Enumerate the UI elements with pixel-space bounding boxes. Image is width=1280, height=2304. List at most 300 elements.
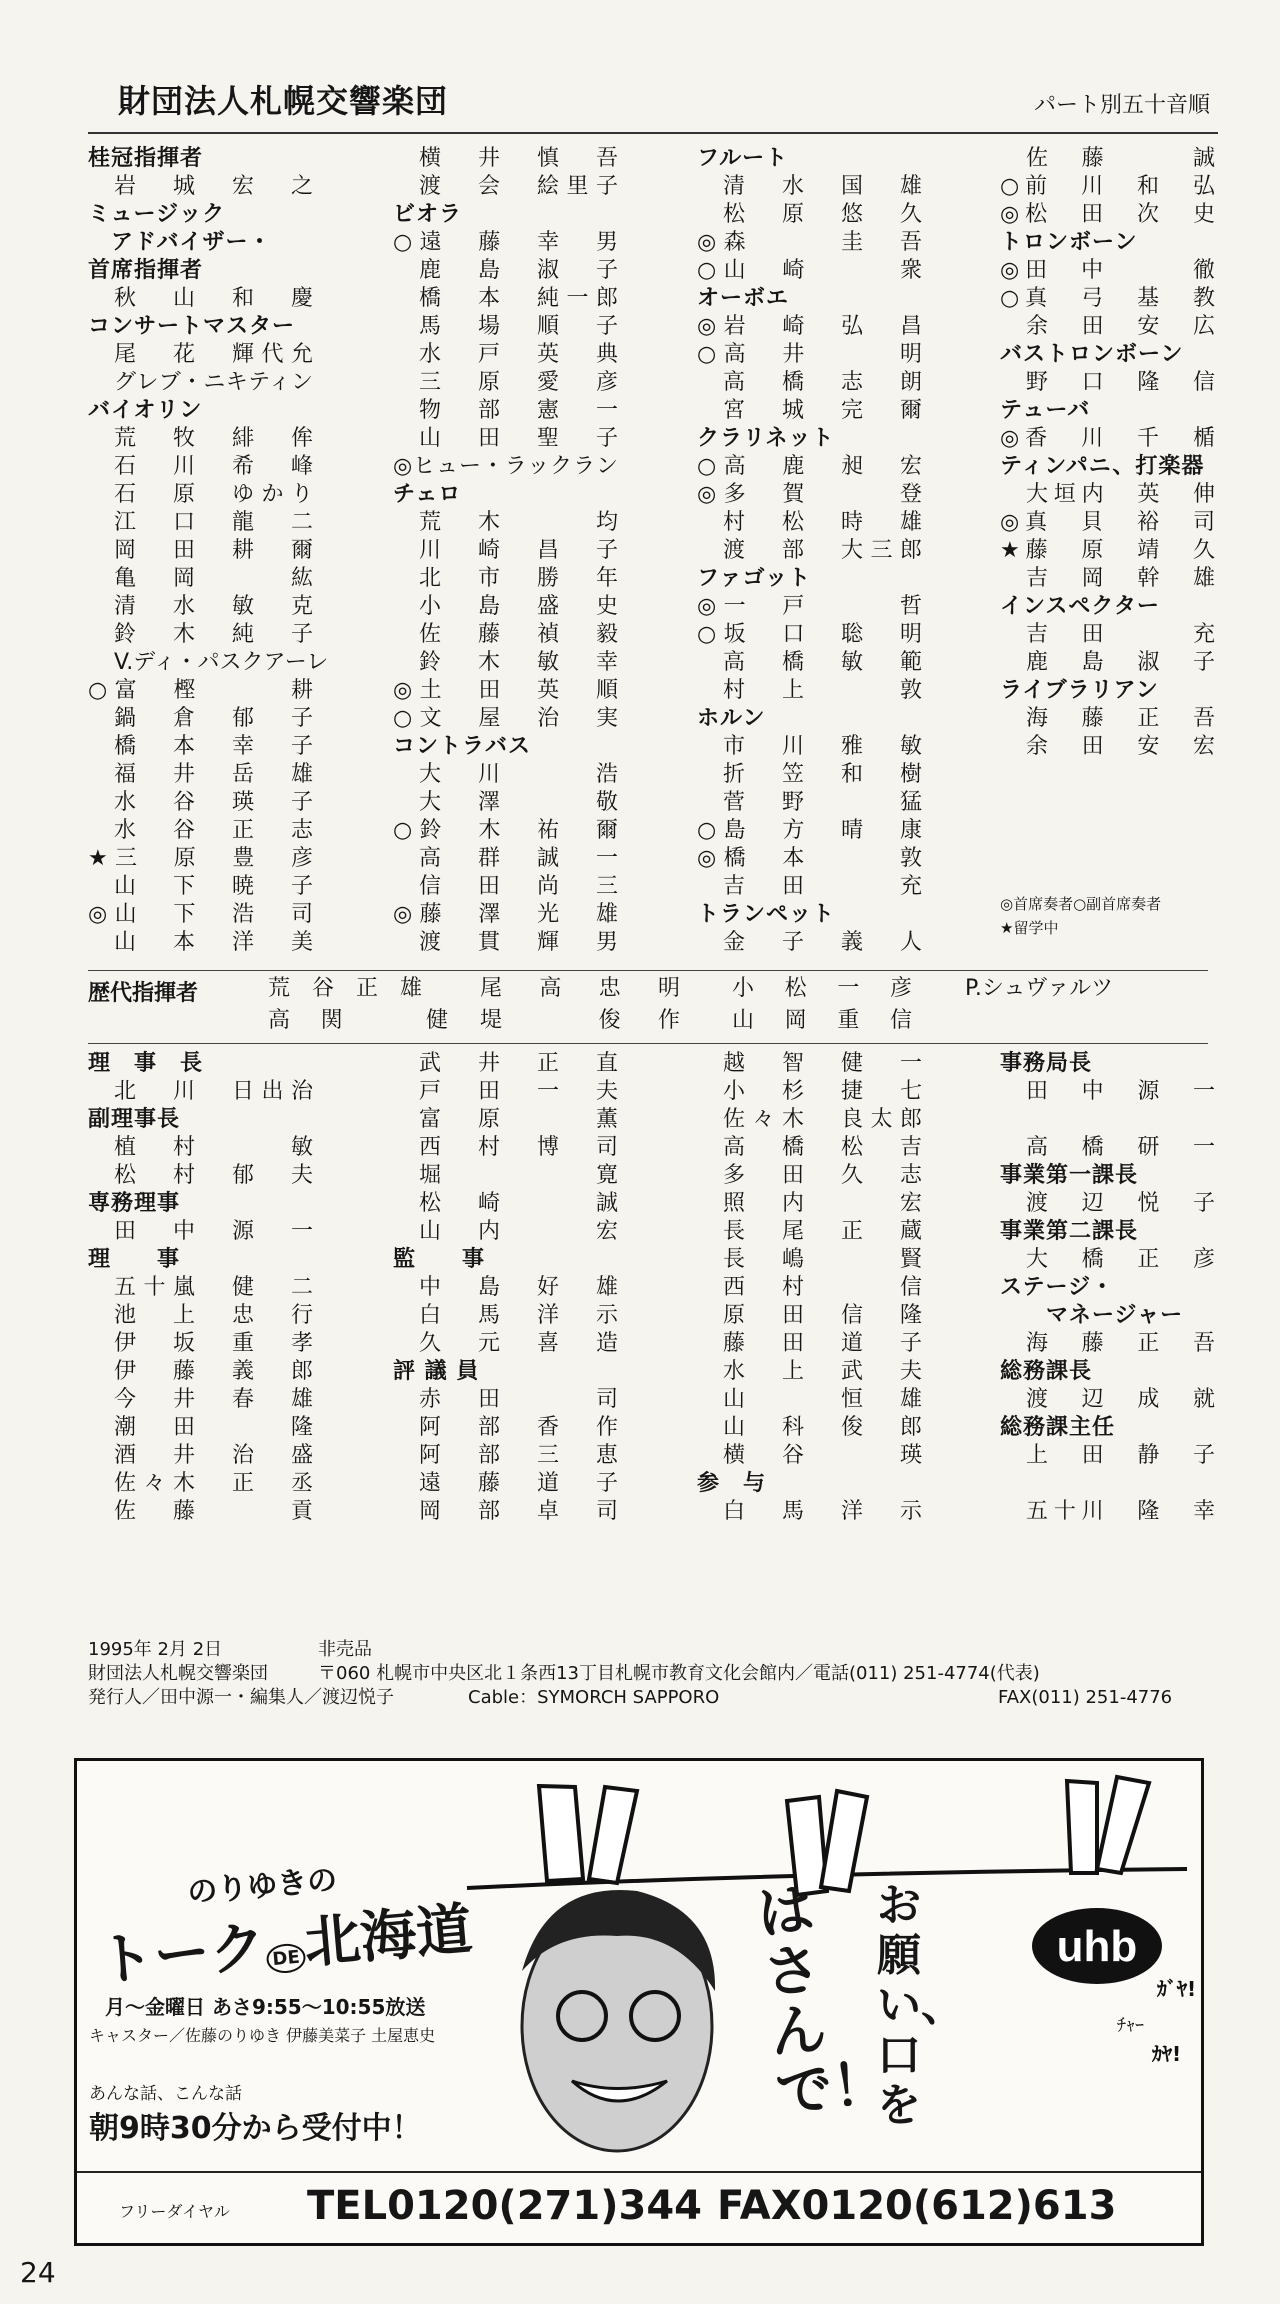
role-marker: ◎ bbox=[697, 482, 724, 507]
section-heading: 参 与 bbox=[697, 1471, 767, 1496]
role-marker: ◎ bbox=[393, 678, 420, 703]
role-marker: ◎ bbox=[1000, 426, 1026, 451]
member-name bbox=[1000, 621, 1215, 649]
legend-principal: ◎首席奏者○副首席奏者 bbox=[1000, 895, 1162, 913]
member-name bbox=[697, 369, 922, 397]
bird-sound: ｶﾔ! bbox=[1152, 2042, 1182, 2066]
name-text: 島 方 晴 康 bbox=[723, 818, 922, 843]
name-text: 白 馬 洋 示 bbox=[419, 1303, 618, 1328]
name-text: 原 田 信 隆 bbox=[723, 1303, 922, 1328]
member-name bbox=[393, 1134, 618, 1162]
name-text: 高 橋 松 吉 bbox=[723, 1135, 922, 1160]
member-name bbox=[697, 1190, 922, 1218]
legend-abroad: ★留学中 bbox=[1000, 919, 1059, 937]
member-name bbox=[393, 1274, 618, 1302]
member-name bbox=[88, 621, 313, 649]
name-text: 山 崎 衆 bbox=[723, 258, 922, 283]
member-name bbox=[393, 789, 618, 817]
name-text: 松 原 悠 久 bbox=[723, 202, 922, 227]
name-text: 山 下 暁 子 bbox=[114, 874, 313, 899]
member-name bbox=[88, 453, 313, 481]
name-text: 坂 口 聡 明 bbox=[723, 622, 922, 647]
role-marker: ◎ bbox=[1000, 510, 1026, 535]
member-name bbox=[393, 761, 618, 789]
member-name bbox=[88, 1274, 313, 1302]
name-text: 佐 藤 貢 bbox=[114, 1499, 313, 1524]
member-name bbox=[697, 1218, 922, 1246]
section-heading: ティンパニ、打楽器 bbox=[1000, 454, 1205, 479]
name-text: 海 藤 正 吾 bbox=[1026, 1331, 1215, 1356]
name-text: 北 川 日出治 bbox=[114, 1079, 313, 1104]
member-name bbox=[697, 341, 922, 369]
member-name bbox=[697, 201, 922, 229]
page-number: 24 bbox=[20, 2256, 56, 2289]
section-heading: 事務局長 bbox=[1000, 1051, 1093, 1076]
name-text: ヒュー・ラックラン bbox=[413, 454, 619, 479]
name-text: 藤 澤 光 雄 bbox=[419, 902, 618, 927]
fax-number: FAX0120(612)613 bbox=[717, 2183, 1117, 2229]
member-name bbox=[88, 677, 313, 705]
name-text: 真 弓 基 教 bbox=[1025, 286, 1215, 311]
member-name bbox=[88, 761, 313, 789]
member-name bbox=[697, 761, 922, 789]
divider bbox=[88, 1043, 1208, 1044]
member-name bbox=[393, 1470, 618, 1498]
name-text: 高 群 誠 一 bbox=[419, 846, 618, 871]
member-name bbox=[1000, 201, 1215, 229]
member-name bbox=[1000, 425, 1215, 453]
role-marker: ○ bbox=[697, 258, 724, 283]
member-name bbox=[393, 817, 618, 845]
name-text: 山 下 浩 司 bbox=[114, 902, 313, 927]
section-heading: 理 事 bbox=[88, 1247, 181, 1272]
name-text: グレブ・ニキティン bbox=[114, 370, 313, 395]
member-name bbox=[1000, 649, 1215, 677]
member-name bbox=[88, 1218, 313, 1246]
name-text: 村 上 敦 bbox=[723, 678, 922, 703]
section-heading: トランペット bbox=[697, 902, 836, 927]
member-name bbox=[1000, 1190, 1215, 1218]
section-heading: 監 事 bbox=[393, 1247, 486, 1272]
name-text: 余 田 安 広 bbox=[1026, 314, 1215, 339]
member-name bbox=[88, 509, 313, 537]
member-name bbox=[1000, 313, 1215, 341]
member-name bbox=[88, 789, 313, 817]
name-text: 横 井 慎 吾 bbox=[419, 146, 618, 171]
member-name bbox=[88, 901, 313, 929]
member-name bbox=[88, 341, 313, 369]
member-name bbox=[88, 1302, 313, 1330]
name-text: 余 田 安 宏 bbox=[1026, 734, 1215, 759]
show-title-talk: トーク bbox=[95, 1914, 269, 1995]
section-heading: 理 事 長 bbox=[88, 1051, 204, 1076]
member-name bbox=[393, 565, 618, 593]
member-name bbox=[697, 677, 922, 705]
member-name bbox=[1000, 733, 1215, 761]
section-heading: アドバイザー・ bbox=[88, 230, 272, 255]
member-name bbox=[88, 1330, 313, 1358]
name-text: 山 恒 雄 bbox=[723, 1387, 922, 1412]
name-text: 橋 本 幸 子 bbox=[114, 734, 313, 759]
publisher-org: 財団法人札幌交響楽団 bbox=[88, 1663, 268, 1684]
name-text: 武 井 正 直 bbox=[419, 1051, 618, 1076]
name-text: 文 屋 治 実 bbox=[419, 706, 618, 731]
member-name bbox=[88, 1078, 313, 1106]
name-text: 佐々木 正 丞 bbox=[114, 1471, 313, 1496]
name-text: 大垣内 英 伸 bbox=[1026, 482, 1215, 507]
name-text: 酒 井 治 盛 bbox=[114, 1443, 313, 1468]
member-name bbox=[393, 1442, 618, 1470]
name-text: 富 原 薫 bbox=[419, 1107, 618, 1132]
name-text: 鈴 木 純 子 bbox=[114, 622, 313, 647]
member-name bbox=[393, 453, 618, 481]
name-text: 堀 寛 bbox=[419, 1163, 618, 1188]
member-name bbox=[1000, 1246, 1215, 1274]
member-name bbox=[393, 649, 618, 677]
name-text: 一 戸 哲 bbox=[723, 594, 922, 619]
section-heading: インスペクター bbox=[1000, 594, 1160, 619]
name-text: 松 田 次 史 bbox=[1025, 202, 1215, 227]
member-name bbox=[697, 1274, 922, 1302]
section-heading: 副理事長 bbox=[88, 1107, 181, 1132]
name-text: 阿 部 三 恵 bbox=[419, 1443, 618, 1468]
section-heading: 桂冠指揮者 bbox=[88, 146, 204, 171]
member-name bbox=[697, 1050, 922, 1078]
member-name bbox=[393, 341, 618, 369]
section-heading: バストロンボーン bbox=[1000, 342, 1184, 367]
name-text: 佐々木 良太郎 bbox=[723, 1107, 922, 1132]
member-name bbox=[697, 733, 922, 761]
role-marker: ○ bbox=[393, 706, 420, 731]
member-name bbox=[697, 257, 922, 285]
name-text: 大 橋 正 彦 bbox=[1026, 1247, 1215, 1272]
member-name bbox=[88, 1442, 313, 1470]
name-text: 高 橋 敏 範 bbox=[723, 650, 922, 675]
name-text: 西 村 博 司 bbox=[419, 1135, 618, 1160]
board-column-1 bbox=[88, 1050, 313, 1526]
phone-number: TEL0120(271)344 bbox=[307, 2183, 702, 2229]
name-text: 市 川 雅 敏 bbox=[723, 734, 922, 759]
member-name bbox=[393, 285, 618, 313]
name-text: 吉 岡 幹 雄 bbox=[1026, 566, 1215, 591]
uhb-logo bbox=[1032, 1908, 1162, 1984]
name-text: 清 水 敏 克 bbox=[114, 594, 313, 619]
show-title-small: のりゆきの bbox=[186, 1862, 339, 1911]
name-text: 池 上 忠 行 bbox=[114, 1303, 313, 1328]
name-text: 越 智 健 一 bbox=[723, 1051, 922, 1076]
name-text: 中 島 好 雄 bbox=[419, 1275, 618, 1300]
name-text: 赤 田 司 bbox=[419, 1387, 618, 1412]
member-name bbox=[697, 789, 922, 817]
section-heading: 評 議 員 bbox=[393, 1359, 480, 1384]
name-text: 渡 会 絵里子 bbox=[419, 174, 618, 199]
ad-tagline-sub: お願い、口を bbox=[877, 1880, 965, 2131]
name-text: 福 井 岳 雄 bbox=[114, 762, 313, 787]
member-name bbox=[393, 1498, 618, 1526]
name-text: 野 口 隆 信 bbox=[1026, 370, 1215, 395]
member-name bbox=[697, 593, 922, 621]
member-name bbox=[1000, 285, 1215, 313]
role-marker: ○ bbox=[393, 818, 420, 843]
role-marker: ◎ bbox=[88, 902, 115, 927]
name-text: 秋 山 和 慶 bbox=[114, 286, 313, 311]
name-text: 鹿 島 淑 子 bbox=[1026, 650, 1215, 675]
section-heading: コントラバス bbox=[393, 734, 532, 759]
member-name bbox=[393, 313, 618, 341]
member-name bbox=[697, 1106, 922, 1134]
roster-column-3 bbox=[697, 145, 922, 957]
name-text: 石 原 ゆかり bbox=[114, 482, 313, 507]
ad-tagline-main: はさんで！ bbox=[754, 1877, 892, 2127]
role-marker: ○ bbox=[697, 454, 724, 479]
member-name bbox=[88, 817, 313, 845]
member-name bbox=[697, 173, 922, 201]
name-text: 川 崎 昌 子 bbox=[419, 538, 618, 563]
member-name bbox=[393, 1330, 618, 1358]
member-name bbox=[1000, 257, 1215, 285]
member-name bbox=[88, 929, 313, 957]
section-heading: 専務理事 bbox=[88, 1191, 181, 1216]
member-name bbox=[88, 481, 313, 509]
name-text: 岡 田 耕 爾 bbox=[114, 538, 313, 563]
member-name bbox=[697, 1442, 922, 1470]
member-name bbox=[1000, 1078, 1215, 1106]
role-marker: ◎ bbox=[393, 902, 420, 927]
name-text: 吉 田 充 bbox=[1026, 622, 1215, 647]
member-name bbox=[697, 1386, 922, 1414]
section-heading: トロンボーン bbox=[1000, 230, 1138, 255]
section-heading: クラリネット bbox=[697, 426, 835, 451]
section-heading: 総務課長 bbox=[1000, 1359, 1093, 1384]
past-conductor: P.シュヴァルツ bbox=[965, 976, 1114, 1001]
name-text: 水 谷 正 志 bbox=[114, 818, 313, 843]
publisher: 発行人／田中源一・編集人／渡辺悦子 bbox=[88, 1687, 394, 1708]
board-column-3 bbox=[697, 1050, 922, 1526]
page-title: 財団法人札幌交響楽団 bbox=[118, 82, 449, 120]
name-text: 上 田 静 子 bbox=[1026, 1443, 1215, 1468]
name-text: 山 内 宏 bbox=[419, 1219, 618, 1244]
name-text: 折 笠 和 樹 bbox=[723, 762, 922, 787]
name-text: 橋 本 敦 bbox=[723, 846, 922, 871]
member-name bbox=[393, 621, 618, 649]
name-text: 三 原 愛 彦 bbox=[419, 370, 618, 395]
member-name bbox=[697, 313, 922, 341]
name-text: 江 口 龍 二 bbox=[114, 510, 313, 535]
name-text: 佐 藤 誠 bbox=[1026, 146, 1215, 171]
name-text: 物 部 憲 一 bbox=[419, 398, 618, 423]
member-name bbox=[697, 229, 922, 257]
section-heading: ビオラ bbox=[393, 202, 463, 227]
name-text: 西 村 信 bbox=[723, 1275, 922, 1300]
member-name bbox=[88, 537, 313, 565]
member-name bbox=[697, 1330, 922, 1358]
role-marker: ◎ bbox=[393, 454, 414, 479]
header bbox=[88, 74, 1218, 134]
name-text: 水 谷 瑛 子 bbox=[114, 790, 313, 815]
roster-column-4 bbox=[1000, 145, 1215, 761]
name-text: V.ディ・パスクアーレ bbox=[114, 650, 329, 675]
member-name bbox=[1000, 1134, 1215, 1162]
name-text: 田 中 源 一 bbox=[1026, 1079, 1215, 1104]
member-name bbox=[697, 1134, 922, 1162]
member-name bbox=[393, 593, 618, 621]
name-text: 渡 貫 輝 男 bbox=[419, 930, 618, 955]
broadcast-schedule: 月～金曜日 あさ9:55～10:55放送 bbox=[105, 1995, 426, 2019]
name-text: 吉 田 充 bbox=[723, 874, 922, 899]
role-marker: ★ bbox=[1000, 538, 1026, 563]
member-name bbox=[697, 1358, 922, 1386]
member-name bbox=[697, 929, 922, 957]
name-text: 長 嶋 賢 bbox=[723, 1247, 922, 1272]
name-text: 白 馬 洋 示 bbox=[723, 1499, 922, 1524]
member-name bbox=[1000, 369, 1215, 397]
member-name bbox=[88, 369, 313, 397]
name-text: 植 村 敏 bbox=[114, 1135, 313, 1160]
name-text: 荒 牧 緋 侔 bbox=[114, 426, 313, 451]
page-subtitle: パート別五十音順 bbox=[1033, 93, 1210, 118]
role-marker: ○ bbox=[1000, 286, 1026, 311]
name-text: 五十川 隆 幸 bbox=[1026, 1499, 1215, 1524]
member-name bbox=[697, 481, 922, 509]
member-name bbox=[88, 1498, 313, 1526]
member-name bbox=[88, 425, 313, 453]
past-conductor: 高 関 健 bbox=[268, 1008, 448, 1033]
member-name bbox=[393, 537, 618, 565]
member-name bbox=[1000, 1330, 1215, 1358]
reception-time: 朝9時30分から受付中！ bbox=[89, 2111, 422, 2146]
member-name bbox=[1000, 537, 1215, 565]
member-name bbox=[393, 1302, 618, 1330]
name-text: 橋 本 純一郎 bbox=[419, 286, 618, 311]
name-text: 菅 野 猛 bbox=[723, 790, 922, 815]
member-name bbox=[393, 425, 618, 453]
name-text: 高 鹿 昶 宏 bbox=[723, 454, 922, 479]
section-heading: テューバ bbox=[1000, 398, 1091, 423]
past-conductor: 堤 俊 作 bbox=[480, 1008, 680, 1033]
name-text: 村 松 時 雄 bbox=[723, 510, 922, 535]
section-heading: ライブラリアン bbox=[1000, 678, 1159, 703]
name-text: 戸 田 一 夫 bbox=[419, 1079, 618, 1104]
section-heading: フルート bbox=[697, 146, 789, 171]
member-name bbox=[88, 845, 313, 873]
name-text: 多 賀 登 bbox=[723, 482, 922, 507]
member-name bbox=[393, 1162, 618, 1190]
member-name bbox=[393, 677, 618, 705]
member-name bbox=[393, 1218, 618, 1246]
name-text: 田 中 源 一 bbox=[114, 1219, 313, 1244]
name-text: 潮 田 隆 bbox=[114, 1415, 313, 1440]
name-text: 山 科 俊 郎 bbox=[723, 1415, 922, 1440]
name-text: 長 尾 正 蔵 bbox=[723, 1219, 922, 1244]
role-marker: ◎ bbox=[697, 230, 724, 255]
member-name bbox=[393, 1386, 618, 1414]
name-text: 伊 藤 義 郎 bbox=[114, 1359, 313, 1384]
name-text: 松 村 郁 夫 bbox=[114, 1163, 313, 1188]
member-name bbox=[393, 257, 618, 285]
member-name bbox=[88, 1414, 313, 1442]
not-for-sale: 非売品 bbox=[318, 1639, 372, 1660]
name-text: 高 井 明 bbox=[723, 342, 922, 367]
name-text: 尾 花 輝代允 bbox=[114, 342, 313, 367]
name-text: 阿 部 香 作 bbox=[419, 1415, 618, 1440]
section-heading: ミュージック bbox=[88, 202, 226, 227]
roster-column-2 bbox=[393, 145, 618, 957]
name-text: 多 田 久 志 bbox=[723, 1163, 922, 1188]
member-name bbox=[88, 1134, 313, 1162]
name-text: 渡 辺 悦 子 bbox=[1026, 1191, 1215, 1216]
member-name bbox=[88, 593, 313, 621]
member-name bbox=[697, 621, 922, 649]
name-text: 鈴 木 敏 幸 bbox=[419, 650, 618, 675]
name-text: 岡 部 卓 司 bbox=[419, 1499, 618, 1524]
member-name bbox=[697, 1246, 922, 1274]
section-heading: ステージ・ bbox=[1000, 1275, 1115, 1300]
member-name bbox=[393, 229, 618, 257]
member-name bbox=[88, 1470, 313, 1498]
member-name bbox=[88, 285, 313, 313]
member-name bbox=[393, 397, 618, 425]
member-name bbox=[1000, 173, 1215, 201]
member-name bbox=[88, 873, 313, 901]
member-name bbox=[393, 1050, 618, 1078]
issue-date: 1995年 2月 2日 bbox=[88, 1639, 223, 1660]
freedial-label: フリーダイヤル bbox=[119, 2202, 230, 2221]
name-text: 水 戸 英 典 bbox=[419, 342, 618, 367]
role-marker: ◎ bbox=[697, 846, 724, 871]
role-marker: ◎ bbox=[697, 594, 724, 619]
member-name bbox=[1000, 509, 1215, 537]
member-name bbox=[393, 173, 618, 201]
name-text: 高 橋 研 一 bbox=[1026, 1135, 1215, 1160]
name-text: 馬 場 順 子 bbox=[419, 314, 618, 339]
name-text: 山 本 洋 美 bbox=[114, 930, 313, 955]
member-name bbox=[393, 901, 618, 929]
name-text: 亀 岡 紘 bbox=[114, 566, 313, 591]
spacer bbox=[1000, 1106, 1215, 1134]
divider bbox=[88, 970, 1208, 971]
section-heading: コンサートマスター bbox=[88, 314, 296, 339]
member-name bbox=[393, 845, 618, 873]
name-text: 森 圭 吾 bbox=[723, 230, 922, 255]
name-text: 松 崎 誠 bbox=[419, 1191, 618, 1216]
name-text: 石 川 希 峰 bbox=[114, 454, 313, 479]
section-heading: マネージャー bbox=[1000, 1303, 1184, 1328]
member-name bbox=[697, 845, 922, 873]
name-text: 鈴 木 祐 爾 bbox=[419, 818, 618, 843]
section-heading: バイオリン bbox=[88, 398, 203, 423]
member-name bbox=[697, 1162, 922, 1190]
name-text: 高 橋 志 朗 bbox=[723, 370, 922, 395]
member-name bbox=[88, 173, 313, 201]
name-text: 土 田 英 順 bbox=[419, 678, 618, 703]
member-name bbox=[88, 705, 313, 733]
member-name bbox=[88, 1358, 313, 1386]
member-name bbox=[697, 873, 922, 901]
name-text: 北 市 勝 年 bbox=[419, 566, 618, 591]
name-text: 遠 藤 道 子 bbox=[419, 1471, 618, 1496]
role-marker: ○ bbox=[88, 678, 115, 703]
section-heading: 事業第二課長 bbox=[1000, 1219, 1139, 1244]
name-text: 小 島 盛 史 bbox=[419, 594, 618, 619]
name-text: 前 川 和 弘 bbox=[1025, 174, 1215, 199]
contact-bar bbox=[77, 2171, 1201, 2243]
member-name bbox=[1000, 145, 1215, 173]
name-text: 久 元 喜 造 bbox=[419, 1331, 618, 1356]
roster-column-1 bbox=[88, 145, 329, 957]
bird-sound: ﾁｬｰ bbox=[1117, 2015, 1144, 2036]
section-heading: オーボエ bbox=[697, 286, 790, 311]
name-text: 富 樫 耕 bbox=[114, 678, 313, 703]
